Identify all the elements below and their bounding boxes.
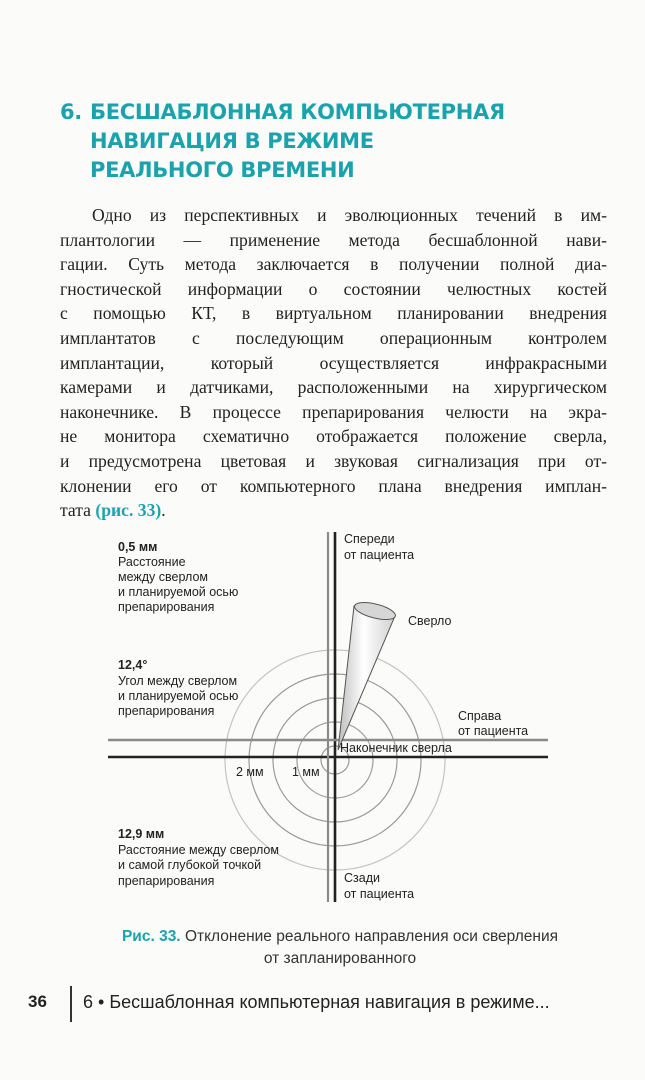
body-line: имплантатов с последующим операционным контролем (60, 327, 607, 348)
distance-desc: и планируемой осью (118, 585, 239, 599)
distance-desc: между сверлом (118, 570, 208, 584)
footer-divider (70, 986, 72, 1022)
body-line: клонении его от компьютерного плана внедрения имплан- (60, 475, 607, 496)
front-label: Спереди (344, 532, 395, 546)
body-line: гностической информации о состоянии челюстных костей (60, 278, 607, 299)
section-heading (60, 98, 620, 185)
distance-desc: препарирования (118, 600, 215, 614)
angle-desc: Угол между сверлом (118, 674, 238, 688)
body-paragraph (60, 203, 607, 523)
body-line: и предусмотрена цветовая и звуковая сигнализация при от- (60, 450, 607, 471)
front-label-2: от пациента (344, 548, 415, 562)
distance-desc: Расстояние (118, 555, 186, 569)
figure-caption (60, 926, 620, 970)
heading-line-3: РЕАЛЬНОГО ВРЕМЕНИ (90, 158, 355, 182)
back-label: Сзади (344, 871, 380, 885)
body-line: плантологии — применение метода бесшаблонной нави- (60, 229, 607, 250)
right-label: Справа (458, 709, 502, 723)
body-line: камерами и датчиками, расположенными на хирургическом (60, 377, 607, 398)
depth-desc: препарирования (118, 874, 215, 888)
right-label-2: от пациента (458, 724, 529, 738)
caption-line-2: от запланированного (263, 950, 417, 967)
body-line: гации. Суть метода заключается в получении полной диа- (60, 254, 607, 275)
body-line-last: тата (рис. 33). (60, 500, 166, 521)
body-line: с помощью КТ, в виртуальном планировании внедрения (60, 303, 607, 324)
body-line: имплантации, который осуществляется инфракрасными (60, 352, 607, 373)
page-number: 36 (28, 992, 47, 1011)
distance-value: 0,5 мм (118, 540, 158, 554)
deviation-diagram (0, 520, 645, 920)
drill-label: Сверло (408, 614, 452, 628)
caption-label: Рис. 33. (121, 928, 181, 945)
back-label-2: от пациента (344, 887, 415, 901)
depth-value: 12,9 мм (118, 827, 165, 841)
depth-desc: и самой глубокой точкой (118, 858, 262, 872)
tip-label: Наконечник сверла (340, 741, 452, 755)
body-line: Одно из перспективных и эволюционных течений в им- (92, 205, 607, 225)
scale-1mm-label: 1 мм (292, 765, 320, 779)
running-title: 6 • Бесшаблонная компьютерная навигация в режиме... (83, 992, 550, 1012)
caption-line-1: Отклонение реального направления оси сверления (184, 928, 559, 945)
section-number: 6. (60, 100, 82, 124)
page-footer (28, 990, 618, 1018)
angle-desc: препарирования (118, 704, 215, 718)
body-line: наконечнике. В процессе препарирования челюсти на экра- (60, 401, 607, 422)
figure-reference-link[interactable]: (рис. 33) (95, 500, 162, 521)
heading-line-2: НАВИГАЦИЯ В РЕЖИМЕ (90, 129, 374, 153)
heading-line-1: БЕСШАБЛОННАЯ КОМПЬЮТЕРНАЯ (90, 100, 505, 124)
angle-value: 12,4° (118, 658, 148, 672)
angle-desc: и планируемой осью (118, 689, 239, 703)
body-line: не монитора схематично отображается положение сверла, (60, 426, 607, 447)
depth-desc: Расстояние между сверлом (118, 843, 279, 857)
scale-2mm-label: 2 мм (236, 765, 264, 779)
